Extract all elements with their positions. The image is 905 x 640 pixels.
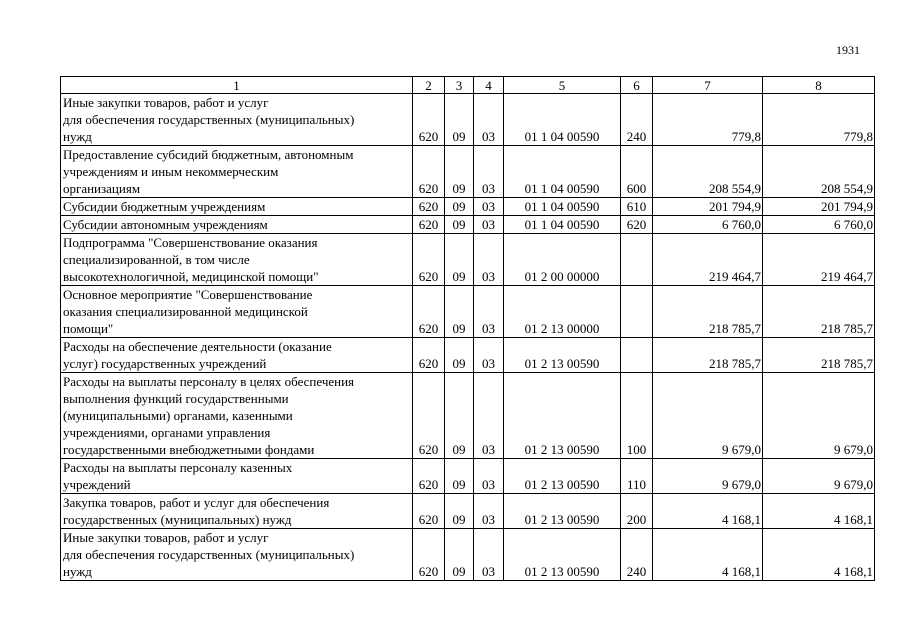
subsection-code-cell: 03 (474, 216, 504, 234)
amount-col7-cell: 9 679,0 (653, 459, 763, 494)
expense-type-cell: 110 (621, 459, 653, 494)
section-code-cell: 09 (445, 373, 474, 459)
section-code-cell: 09 (445, 286, 474, 338)
expense-type-cell: 620 (621, 216, 653, 234)
section-code-cell: 09 (445, 459, 474, 494)
item-name-cell: Расходы на обеспечение деятельности (оказание услуг) государственных учреждений (61, 338, 413, 373)
section-code-cell: 09 (445, 494, 474, 529)
amount-col8-cell: 6 760,0 (763, 216, 875, 234)
amount-col7-cell: 4 168,1 (653, 494, 763, 529)
target-article-cell: 01 2 13 00590 (504, 494, 621, 529)
section-code-cell: 09 (445, 94, 474, 146)
header-cell: 3 (445, 77, 474, 94)
amount-col7-cell: 218 785,7 (653, 286, 763, 338)
ministry-code-cell: 620 (413, 338, 445, 373)
section-code-cell: 09 (445, 529, 474, 581)
item-name-cell: Субсидии бюджетным учреждениям (61, 198, 413, 216)
section-code-cell: 09 (445, 146, 474, 198)
amount-col7-cell: 4 168,1 (653, 529, 763, 581)
expense-type-cell: 240 (621, 529, 653, 581)
header-cell: 8 (763, 77, 875, 94)
ministry-code-cell: 620 (413, 286, 445, 338)
item-name-cell: Расходы на выплаты персоналу в целях обеспечения выполнения функций государственными (муниципальными) органами, казенными учреждениями, органами управления государственными внебюджетными фондами (61, 373, 413, 459)
expense-type-cell: 240 (621, 94, 653, 146)
section-code-cell: 09 (445, 198, 474, 216)
table-row (61, 216, 875, 234)
section-code-cell: 09 (445, 338, 474, 373)
target-article-cell: 01 2 13 00590 (504, 338, 621, 373)
expense-type-cell (621, 338, 653, 373)
ministry-code-cell: 620 (413, 198, 445, 216)
expense-type-cell: 610 (621, 198, 653, 216)
ministry-code-cell: 620 (413, 459, 445, 494)
ministry-code-cell: 620 (413, 494, 445, 529)
item-name-cell: Предоставление субсидий бюджетным, автономным учреждениям и иным некоммерческим организациям (61, 146, 413, 198)
amount-col7-cell: 6 760,0 (653, 216, 763, 234)
target-article-cell: 01 1 04 00590 (504, 94, 621, 146)
section-code-cell: 09 (445, 216, 474, 234)
table-row (61, 494, 875, 529)
subsection-code-cell: 03 (474, 286, 504, 338)
expense-type-cell (621, 286, 653, 338)
subsection-code-cell: 03 (474, 459, 504, 494)
item-name-cell: Иные закупки товаров, работ и услуг для обеспечения государственных (муниципальных) нужд (61, 94, 413, 146)
expense-type-cell: 200 (621, 494, 653, 529)
header-cell: 4 (474, 77, 504, 94)
ministry-code-cell: 620 (413, 373, 445, 459)
target-article-cell: 01 2 13 00590 (504, 373, 621, 459)
amount-col8-cell: 9 679,0 (763, 373, 875, 459)
header-cell: 2 (413, 77, 445, 94)
subsection-code-cell: 03 (474, 198, 504, 216)
amount-col7-cell: 779,8 (653, 94, 763, 146)
amount-col8-cell: 218 785,7 (763, 338, 875, 373)
amount-col7-cell: 218 785,7 (653, 338, 763, 373)
subsection-code-cell: 03 (474, 146, 504, 198)
target-article-cell: 01 2 13 00000 (504, 286, 621, 338)
target-article-cell: 01 1 04 00590 (504, 216, 621, 234)
target-article-cell: 01 2 13 00590 (504, 529, 621, 581)
table-row (61, 459, 875, 494)
table-row (61, 338, 875, 373)
header-cell: 7 (653, 77, 763, 94)
ministry-code-cell: 620 (413, 146, 445, 198)
item-name-cell: Расходы на выплаты персоналу казенных учреждений (61, 459, 413, 494)
expense-type-cell (621, 234, 653, 286)
subsection-code-cell: 03 (474, 373, 504, 459)
item-name-cell: Основное мероприятие "Совершенствование оказания специализированной медицинской помощи" (61, 286, 413, 338)
target-article-cell: 01 1 04 00590 (504, 198, 621, 216)
subsection-code-cell: 03 (474, 338, 504, 373)
amount-col8-cell: 4 168,1 (763, 529, 875, 581)
table-row (61, 234, 875, 286)
subsection-code-cell: 03 (474, 494, 504, 529)
amount-col7-cell: 9 679,0 (653, 373, 763, 459)
amount-col7-cell: 201 794,9 (653, 198, 763, 216)
amount-col8-cell: 9 679,0 (763, 459, 875, 494)
table-row (61, 146, 875, 198)
item-name-cell: Субсидии автономным учреждениям (61, 216, 413, 234)
table-row (61, 373, 875, 459)
target-article-cell: 01 2 00 00000 (504, 234, 621, 286)
item-name-cell: Закупка товаров, работ и услуг для обеспечения государственных (муниципальных) нужд (61, 494, 413, 529)
page-number: 1931 (836, 43, 860, 57)
target-article-cell: 01 1 04 00590 (504, 146, 621, 198)
amount-col8-cell: 4 168,1 (763, 494, 875, 529)
target-article-cell: 01 2 13 00590 (504, 459, 621, 494)
header-row (61, 77, 875, 94)
table-row (61, 94, 875, 146)
header-cell: 6 (621, 77, 653, 94)
ministry-code-cell: 620 (413, 216, 445, 234)
header-cell: 1 (61, 77, 413, 94)
amount-col7-cell: 219 464,7 (653, 234, 763, 286)
ministry-code-cell: 620 (413, 94, 445, 146)
table-row (61, 286, 875, 338)
expense-type-cell: 600 (621, 146, 653, 198)
item-name-cell: Подпрограмма "Совершенствование оказания специализированной, в том числе высокотехнологичной, медицинской помощи" (61, 234, 413, 286)
table-row (61, 198, 875, 216)
amount-col7-cell: 208 554,9 (653, 146, 763, 198)
subsection-code-cell: 03 (474, 94, 504, 146)
amount-col8-cell: 201 794,9 (763, 198, 875, 216)
header-cell: 5 (504, 77, 621, 94)
amount-col8-cell: 219 464,7 (763, 234, 875, 286)
subsection-code-cell: 03 (474, 234, 504, 286)
amount-col8-cell: 779,8 (763, 94, 875, 146)
budget-table (60, 76, 875, 581)
table-row (61, 529, 875, 581)
expense-type-cell: 100 (621, 373, 653, 459)
amount-col8-cell: 208 554,9 (763, 146, 875, 198)
subsection-code-cell: 03 (474, 529, 504, 581)
ministry-code-cell: 620 (413, 234, 445, 286)
section-code-cell: 09 (445, 234, 474, 286)
item-name-cell: Иные закупки товаров, работ и услуг для обеспечения государственных (муниципальных) нужд (61, 529, 413, 581)
ministry-code-cell: 620 (413, 529, 445, 581)
amount-col8-cell: 218 785,7 (763, 286, 875, 338)
